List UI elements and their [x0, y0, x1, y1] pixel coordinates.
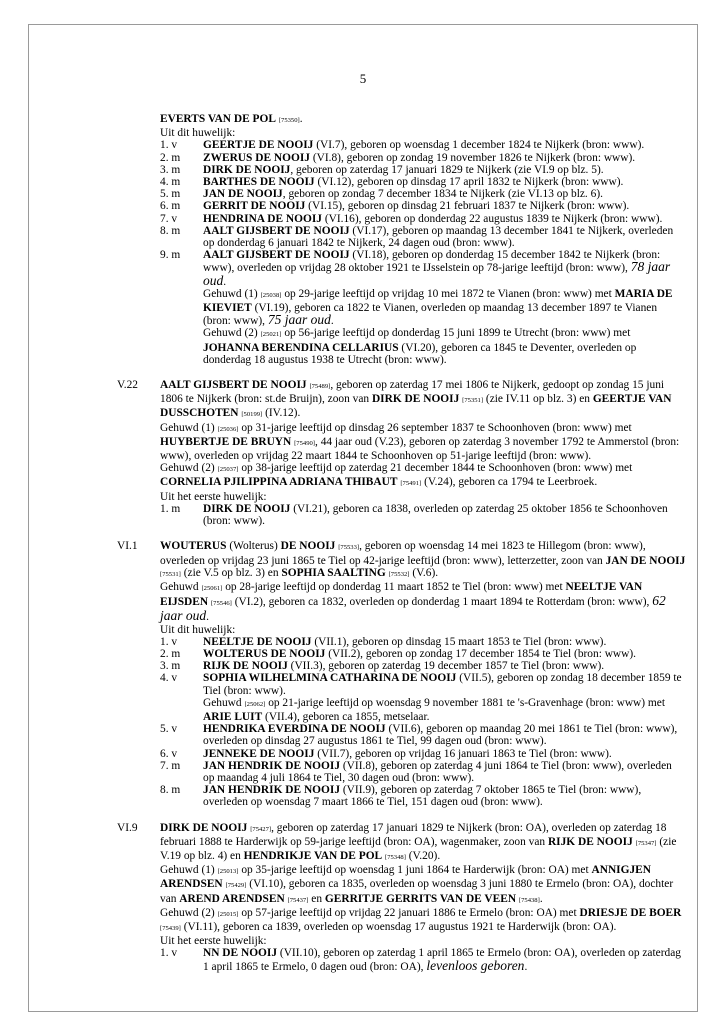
record-id: [75437] — [287, 896, 309, 904]
text-run: (zie — [656, 835, 677, 848]
text-run: (VII.8), geboren op zaterdag 4 juni 1864 te Tiel (bron: www), overleden — [340, 759, 672, 772]
person-name: WOLTERUS DE NOOIJ — [203, 647, 326, 660]
text-line — [203, 237, 687, 249]
text-line — [203, 636, 687, 648]
child-number: 6. v — [160, 747, 178, 760]
record-id: [25015] — [217, 910, 239, 918]
text-run: (bron: www). — [203, 515, 266, 528]
person-name: JAN HENDRIK DE NOOIJ — [203, 759, 341, 772]
text-line — [203, 784, 687, 796]
person-name: CORNELIA PJILIPPINA ADRIANA THIBAUT — [160, 476, 398, 489]
text-run: . — [539, 892, 543, 905]
text-run: (VI.12), geboren op dinsdag 17 april 1832 te Nijkerk (bron: www). — [314, 176, 624, 189]
person-name: ZWERUS DE NOOIJ — [203, 151, 310, 164]
text-line — [203, 515, 687, 527]
record-id: [25038] — [260, 291, 282, 299]
text-run: Uit het eerste huwelijk: — [160, 935, 267, 948]
child-number: 5. v — [160, 723, 178, 736]
text-run: (VI.19), geboren ca 1822 te Vianen, overleden op maandag 13 december 1897 te Vianen — [251, 302, 658, 315]
child-entry — [160, 660, 687, 672]
text-run: (V.20). — [405, 849, 441, 862]
text-run: , geboren op zondag 7 december 1834 te Nijkerk (zie VI.13 op blz. 6). — [282, 188, 603, 201]
person-name: NN DE NOOIJ — [203, 947, 278, 960]
text-line — [203, 723, 687, 735]
text-line — [203, 188, 687, 200]
text-line — [203, 772, 687, 784]
person-name: SOPHIA WILHELMINA CATHARINA DE NOOIJ — [203, 672, 457, 685]
person-name: GEERTJE VAN — [592, 393, 672, 406]
text-line — [160, 393, 687, 407]
person-name: RIJK DE NOOIJ — [203, 660, 288, 673]
person-name: SOPHIA SAALTING — [281, 566, 386, 579]
text-run: Tiel (bron: www). — [203, 684, 286, 697]
text-run: 1806 te Nijkerk (bron: st.de Bruijn), zoon van — [160, 393, 372, 406]
text-run: . — [330, 315, 334, 328]
text-run: www), overleden op vrijdag 28 oktober 1921 te IJsselstein op 78-jarige leeftijd (bron: www), — [203, 262, 631, 275]
age-note: 75 jaar oud — [267, 312, 331, 328]
text-run: , 44 jaar oud (V.23), geboren op zaterdag 3 november 1792 te Ammerstol (bron: — [315, 435, 680, 448]
child-number: 7. m — [160, 759, 181, 772]
text-line — [203, 957, 687, 973]
text-run: en — [308, 892, 325, 905]
child-entry — [160, 176, 687, 188]
text-run: (zie IV.11 op blz. 3) en — [483, 393, 593, 406]
text-run: Gehuwd (1) — [203, 287, 261, 300]
text-run: Gehuwd (1) — [160, 864, 218, 877]
text-run: op 31-jarige leeftijd op dinsdag 26 september 1837 te Schoonhoven (bron: www) met — [238, 421, 632, 434]
text-line — [160, 935, 687, 947]
child-number: 1. v — [160, 635, 178, 648]
text-line — [203, 225, 687, 237]
person-name: AREND ARENDSEN — [179, 892, 285, 905]
child-number: 1. v — [160, 139, 178, 152]
text-line — [160, 407, 687, 421]
text-run: (V.24), geboren ca 1794 te Leerbroek. — [421, 476, 598, 489]
text-line — [203, 152, 687, 164]
text-line — [203, 672, 687, 684]
record-id: [75491] — [400, 480, 422, 488]
text-run: . — [524, 960, 528, 973]
text-run: . — [299, 113, 303, 125]
text-line — [203, 164, 687, 176]
text-run: overleden op woensdag 7 maart 1866 te Tiel, 151 dagen oud (bron: www). — [203, 796, 543, 809]
child-number: 1. m — [160, 502, 181, 515]
text-line — [203, 139, 687, 151]
child-number: 5. m — [160, 188, 181, 201]
text-run: Uit dit huwelijk: — [160, 127, 236, 140]
child-entry — [160, 139, 687, 151]
child-number: 1. v — [160, 947, 178, 960]
child-number: 9. m — [160, 249, 181, 262]
record-id: [25021] — [260, 331, 282, 339]
text-run: donderdag 18 augustus 1938 te Utrecht (bron: www). — [203, 353, 447, 366]
person-name: HENDRIKJE VAN DE POL — [243, 849, 383, 862]
text-line — [160, 113, 687, 127]
text-line — [203, 200, 687, 212]
text-run: (VI.18), geboren op donderdag 15 december 1842 te Nijkerk (bron: — [349, 249, 661, 262]
text-run: (VII.7), geboren op vrijdag 16 januari 1863 te Tiel (bron: www). — [314, 747, 612, 760]
person-name: AALT GIJSBERT DE NOOIJ — [160, 379, 307, 392]
child-entry — [160, 636, 687, 648]
text-line — [203, 503, 687, 515]
text-line — [203, 261, 687, 274]
text-line — [203, 685, 687, 697]
text-run: (VII.10), geboren op zaterdag 1 april 1865 te Ermelo (bron: OA), overleden op zaterdag — [277, 947, 681, 960]
child-entry — [160, 200, 687, 212]
age-note: jaar oud — [160, 608, 207, 624]
text-line — [160, 436, 687, 450]
text-run: op 38-jarige leeftijd op zaterdag 21 december 1844 te Schoonhoven (bron: www) met — [238, 462, 633, 475]
text-run: (VII.6), geboren op maandag 20 mei 1861 te Tiel (bron: www), — [385, 723, 678, 736]
text-run: op donderdag 6 januari 1842 te Nijkerk, 24 dagen oud (bron: www). — [203, 237, 515, 250]
text-run: op 21-jarige leeftijd op woensdag 9 november 1881 te 's-Gravenhage (bron: www) met — [265, 696, 666, 709]
child-number: 2. m — [160, 647, 181, 660]
text-run: . — [223, 275, 227, 288]
record-id: [75546] — [210, 600, 232, 608]
child-number: 7. v — [160, 212, 178, 225]
text-run: (bron: www), — [203, 315, 268, 328]
text-run: (VI.21), geboren ca 1838, overleden op zaterdag 25 oktober 1856 te Schoonhoven — [290, 502, 668, 515]
child-entry — [160, 784, 687, 808]
record-id: [75532] — [388, 570, 410, 578]
record-id: [75348] — [385, 853, 406, 861]
text-line — [160, 921, 687, 935]
person-name: DIRK DE NOOIJ — [160, 821, 248, 834]
person-name: HENDRINA DE NOOIJ — [203, 212, 322, 225]
text-run: Uit dit huwelijk: — [160, 623, 236, 636]
text-line — [160, 476, 687, 490]
record-id: [25037] — [217, 466, 239, 474]
person-name: HUYBERTJE DE BRUYN — [160, 435, 292, 448]
text-line — [203, 327, 687, 341]
text-line — [203, 711, 687, 723]
text-run: (VII.5), geboren op zondag 18 december 1859 te — [456, 672, 682, 685]
text-line — [160, 907, 687, 921]
text-run: overleden op vrijdag 23 juni 1865 te Tiel op 42-jarige leeftijd (bron: www), letterzetter, zoon van — [160, 554, 606, 567]
text-run: (VII.4), geboren ca 1855, metselaar. — [262, 710, 430, 723]
record-id: [75531] — [160, 570, 181, 578]
text-run: op maandag 4 juli 1864 te Tiel, 30 dagen oud (bron: www). — [203, 771, 475, 784]
text-line — [160, 850, 687, 864]
child-number: 4. m — [160, 176, 181, 189]
text-run: Gehuwd (2) — [160, 906, 218, 919]
record-id: [25061] — [201, 584, 223, 592]
record-id: [25036] — [217, 425, 239, 433]
text-line — [160, 540, 687, 554]
child-entry — [160, 748, 687, 760]
person-name: NEELTJE DE NOOIJ — [203, 635, 312, 648]
record-id: [75347] — [635, 839, 657, 847]
text-run: , geboren op zaterdag 17 januari 1829 te Nijkerk (zie VI.9 op blz. 5). — [290, 163, 604, 176]
text-line — [203, 176, 687, 188]
family-section — [117, 540, 687, 808]
child-number: 8. m — [160, 224, 181, 237]
age-note: 62 — [652, 593, 666, 609]
person-name: AALT GIJSBERT DE NOOIJ — [203, 249, 350, 262]
person-name: JAN HENDRIK DE NOOIJ — [203, 784, 341, 797]
text-line — [160, 127, 687, 139]
text-run: Gehuwd (2) — [203, 327, 261, 340]
text-run: Gehuwd — [160, 580, 202, 593]
person-name: DIRK DE NOOIJ — [203, 502, 291, 515]
record-id: [75439] — [160, 924, 181, 932]
text-line — [203, 314, 687, 327]
text-line — [203, 354, 687, 366]
family-section — [117, 379, 687, 527]
person-name: GEERTJE DE NOOIJ — [203, 139, 314, 152]
text-run: (Wolterus) — [226, 540, 281, 553]
text-run: Gehuwd (1) — [160, 421, 218, 434]
text-run: , geboren op zaterdag 17 mei 1806 te Nijkerk, gedoopt op zondag 15 juni — [330, 379, 665, 392]
record-id: [75427] — [250, 825, 272, 833]
person-name: DIRK DE NOOIJ — [203, 163, 291, 176]
child-number: 3. m — [160, 660, 181, 673]
text-line — [160, 836, 687, 850]
person-name: GERRITJE GERRITS VAN DE VEEN — [324, 892, 517, 905]
text-run: (VI.2), geboren ca 1832, overleden op donderdag 1 maart 1894 te Rotterdam (bron: www), — [231, 596, 653, 609]
child-entry — [160, 947, 687, 972]
person-name: DRIESJE DE BOER — [579, 906, 682, 919]
text-line — [203, 735, 687, 747]
record-id: [25013] — [217, 868, 239, 876]
text-line — [203, 272, 687, 288]
genealogy-content — [117, 113, 687, 973]
text-line — [160, 610, 687, 623]
child-entry — [160, 164, 687, 176]
page-number: 5 — [359, 71, 367, 86]
text-line — [160, 581, 687, 595]
text-run: (VI.17), geboren op maandag 13 december 1841 te Nijkerk, overleden — [349, 224, 674, 237]
person-name: GERRIT DE NOOIJ — [203, 200, 306, 213]
person-name: EIJSDEN — [160, 596, 209, 609]
record-id: [75429] — [225, 882, 247, 890]
generation-label: V.22 — [117, 379, 138, 392]
person-name: DE NOOIJ — [280, 540, 336, 553]
child-number: 3. m — [160, 163, 181, 176]
text-run: Gehuwd — [203, 696, 245, 709]
family-section — [117, 113, 687, 366]
child-entry — [160, 213, 687, 225]
text-line — [160, 491, 687, 503]
text-run: Uit het eerste huwelijk: — [160, 490, 267, 503]
person-name: JAN DE NOOIJ — [203, 188, 283, 201]
text-run: op 57-jarige leeftijd op vrijdag 22 januari 1886 te Ermelo (bron: OA) met — [238, 906, 580, 919]
text-line — [160, 379, 687, 393]
document-page — [28, 24, 698, 1012]
text-run: (VII.2), geboren op zondag 17 december 1854 te Tiel (bron: www). — [325, 647, 637, 660]
person-name: EVERTS VAN DE POL — [160, 113, 276, 125]
person-name: JAN DE NOOIJ — [605, 554, 686, 567]
text-run: overleden op dinsdag 27 augustus 1861 te Tiel, 99 dagen oud (bron: www). — [203, 735, 547, 748]
text-line — [203, 342, 687, 354]
text-line — [160, 864, 687, 878]
person-name: MARIA DE — [614, 287, 673, 300]
text-run: (VI.10), geboren ca 1835, overleden op woensdag 3 juni 1880 te Ermelo (bron: OA), dochter — [246, 878, 674, 891]
text-run: (VII.3), geboren op zaterdag 19 december 1857 te Tiel (bron: www). — [287, 660, 605, 673]
text-run: (VI.15), geboren op dinsdag 21 februari 1837 te Nijkerk (bron: www). — [305, 200, 630, 213]
child-number: 8. m — [160, 784, 181, 797]
record-id: [75490] — [294, 439, 315, 447]
text-run: (VI.11), geboren ca 1839, overleden op woensdag 17 augustus 1921 te Harderwijk (bron: OA). — [180, 920, 617, 933]
child-entry — [160, 672, 687, 723]
text-run: (VII.9), geboren op zaterdag 7 oktober 1865 te Tiel (bron: www), — [340, 784, 642, 797]
person-name: ANNIGJEN — [591, 864, 651, 877]
child-entry — [160, 503, 687, 527]
text-line — [203, 660, 687, 672]
text-run: (zie V.5 op blz. 3) en — [180, 566, 282, 579]
record-id: [75350] — [278, 117, 300, 124]
text-line — [160, 624, 687, 636]
generation-label: VI.9 — [117, 821, 138, 834]
text-run: op 28-jarige leeftijd op donderdag 11 maart 1852 te Tiel (bron: www) met — [222, 580, 566, 593]
record-id: [75351] — [462, 397, 484, 405]
text-run: 1 april 1865 te Ermelo, 0 dagen oud (bron: OA), — [203, 960, 427, 973]
text-line — [203, 697, 687, 711]
age-note: levenloos geboren — [426, 957, 525, 973]
record-id: [75438] — [518, 896, 540, 904]
text-run: . — [206, 611, 209, 624]
person-name: ARIE LUIT — [203, 710, 263, 723]
text-run: op 29-jarige leeftijd op vrijdag 10 mei 1872 te Vianen (bron: www) met — [281, 287, 615, 300]
text-run: (VI.8), geboren op zondag 19 november 1826 te Nijkerk (bron: www). — [309, 151, 636, 164]
child-entry — [160, 152, 687, 164]
text-line — [203, 648, 687, 660]
text-run: www), overleden op vrijdag 22 maart 1844 te Schoonhoven op 51-jarige leeftijd (bron: www). — [160, 450, 592, 463]
person-name: NEELTJE VAN — [565, 580, 643, 593]
child-number: 4. v — [160, 672, 178, 685]
text-run: (VI.20), geboren ca 1845 te Deventer, overleden op — [398, 341, 637, 354]
text-run: , geboren op woensdag 14 mei 1823 te Hillegom (bron: www), — [359, 540, 646, 553]
person-name: JENNEKE DE NOOIJ — [203, 747, 315, 760]
text-run: (VII.1), geboren op dinsdag 15 maart 1853 te Tiel (bron: www). — [311, 635, 607, 648]
text-run: op 35-jarige leeftijd op woensdag 1 juni 1864 te Harderwijk (bron: OA) met — [238, 864, 592, 877]
child-entry — [160, 723, 687, 747]
family-section — [117, 822, 687, 973]
person-name: DUSSCHOTEN — [160, 407, 239, 420]
text-run: (IV.12). — [262, 407, 301, 420]
record-id: [75533] — [338, 544, 360, 552]
text-line — [203, 213, 687, 225]
text-line — [160, 462, 687, 476]
record-id: [25062] — [244, 700, 266, 708]
text-run: (VI.16), geboren op donderdag 22 augustus 1839 te Nijkerk (bron: www). — [321, 212, 663, 225]
person-name: KIEVIET — [203, 302, 252, 315]
person-name: BARTHES DE NOOIJ — [203, 176, 315, 189]
record-id: [75489] — [309, 383, 331, 391]
text-run: (VI.7), geboren op woensdag 1 december 1824 te Nijkerk (bron: www). — [313, 139, 645, 152]
text-line — [203, 760, 687, 772]
child-entry — [160, 760, 687, 784]
person-name: RIJK DE NOOIJ — [547, 835, 633, 848]
age-note: oud — [203, 272, 224, 288]
record-id: [50199] — [241, 411, 263, 419]
text-run: , geboren op zaterdag 17 januari 1829 te Nijkerk (bron: OA), overleden op zaterdag 18 — [271, 821, 667, 834]
text-line — [203, 796, 687, 808]
text-run: februari 1888 te Harderwijk op 59-jarige leeftijd (bron: OA), wagenmaker, zoon van — [160, 835, 548, 848]
text-line — [160, 555, 687, 567]
text-line — [203, 288, 687, 302]
text-line — [203, 249, 687, 261]
person-name: ARENDSEN — [160, 878, 223, 891]
text-line — [203, 748, 687, 760]
text-line — [160, 567, 687, 581]
text-line — [160, 878, 687, 892]
child-entry — [160, 225, 687, 249]
age-note: 78 jaar — [630, 259, 671, 275]
child-number: 2. m — [160, 151, 181, 164]
generation-label: VI.1 — [117, 540, 138, 553]
text-run: van — [160, 892, 180, 905]
text-run: Gehuwd (2) — [160, 462, 218, 475]
text-line — [160, 422, 687, 436]
child-number: 6. m — [160, 200, 181, 213]
text-run: (V.6). — [409, 566, 439, 579]
child-entry — [160, 249, 687, 366]
person-name: WOUTERUS — [160, 540, 227, 553]
text-run: op 56-jarige leeftijd op donderdag 15 juni 1899 te Utrecht (bron: www) met — [281, 327, 631, 340]
person-name: AALT GIJSBERT DE NOOIJ — [203, 224, 350, 237]
person-name: DIRK DE NOOIJ — [371, 393, 460, 406]
text-line — [160, 450, 687, 462]
person-name: HENDRIKA EVERDINA DE NOOIJ — [203, 723, 386, 736]
text-line — [160, 595, 687, 610]
child-entry — [160, 648, 687, 660]
person-name: JOHANNA BERENDINA CELLARIUS — [203, 341, 399, 354]
child-entry — [160, 188, 687, 200]
text-run: V.19 op blz. 4) en — [160, 849, 244, 862]
text-line — [160, 822, 687, 836]
text-line — [160, 893, 687, 907]
